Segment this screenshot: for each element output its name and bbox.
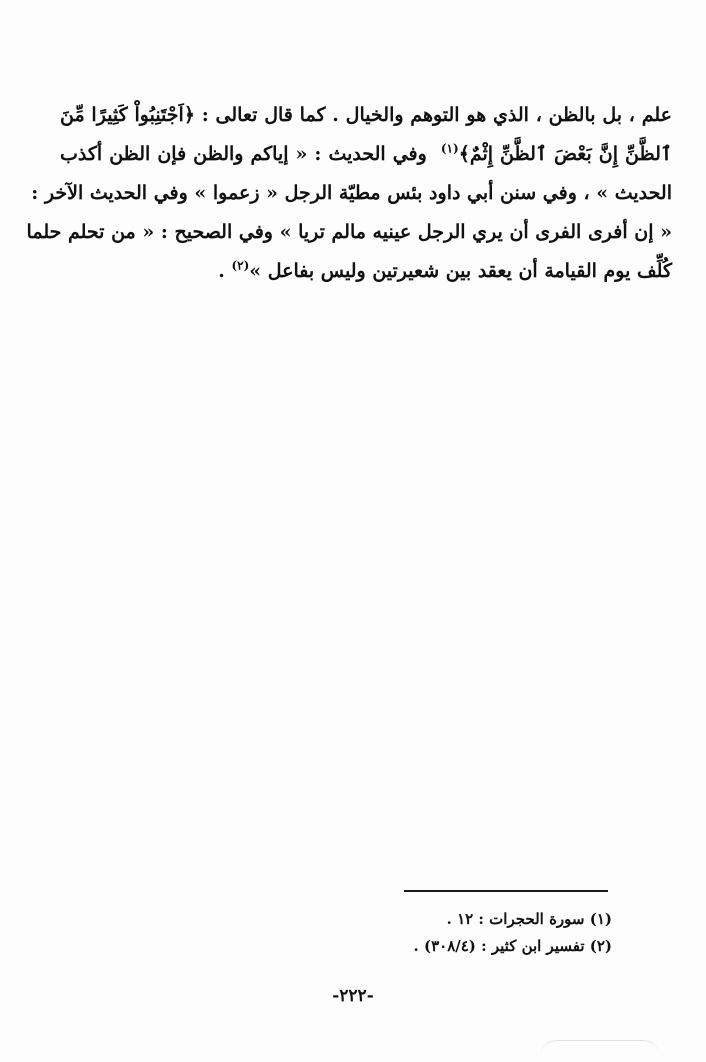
hadith-intro: وفي الحديث : « إياكم والظن فإن الظن أكذب [60,143,427,165]
space [427,143,441,165]
text-line-3-content: الحديث » ، وفي سنن أبي داود بئس مطيّة الرجل « زعموا » وفي الحديث الآخر : [31,182,672,204]
footnote-2: (٢) تفسير ابن كثير : (٣٠٨/٤) . [413,937,612,955]
footnote-1: (١) سورة الحجرات : ١٢ . [446,910,612,928]
page-number: -٢٢٢- [332,986,374,1006]
quran-verse-ending: ٱلظَّنِّ إِنَّ بَعْضَ ٱلظَّنِّ إِثْمٌ﴾ [458,143,672,165]
text-line-3 [31,174,672,213]
footnote-marker-1: (١) [440,141,459,156]
footnote-divider [404,890,608,892]
footnotes-block [300,906,612,960]
final-period: . [218,260,232,282]
text-line-4-content: « إن أفرى الفرى أن يري الرجل عينيه مالم تريا » وفي الصحيح : « من تحلم حلما [26,221,672,243]
text-line-1-content: علم ، بل بالظن ، الذي هو التوهم والخيال . كما قال تعالى : ﴿اَجْتَنِبُواْ كَثِيرًا مِّنَ [60,104,672,126]
text-line-1 [60,96,672,135]
text-line-4 [26,213,672,252]
text-line-5-content: كُلِّف يوم القيامة أن يعقد بين شعيرتين وليس بفاعل » [249,260,672,282]
scan-artifact [540,1040,660,1057]
text-line-5 [60,252,672,291]
main-text-block [26,96,672,291]
text-line-2 [60,135,672,174]
footnote-marker-2: (٢) [231,258,250,273]
